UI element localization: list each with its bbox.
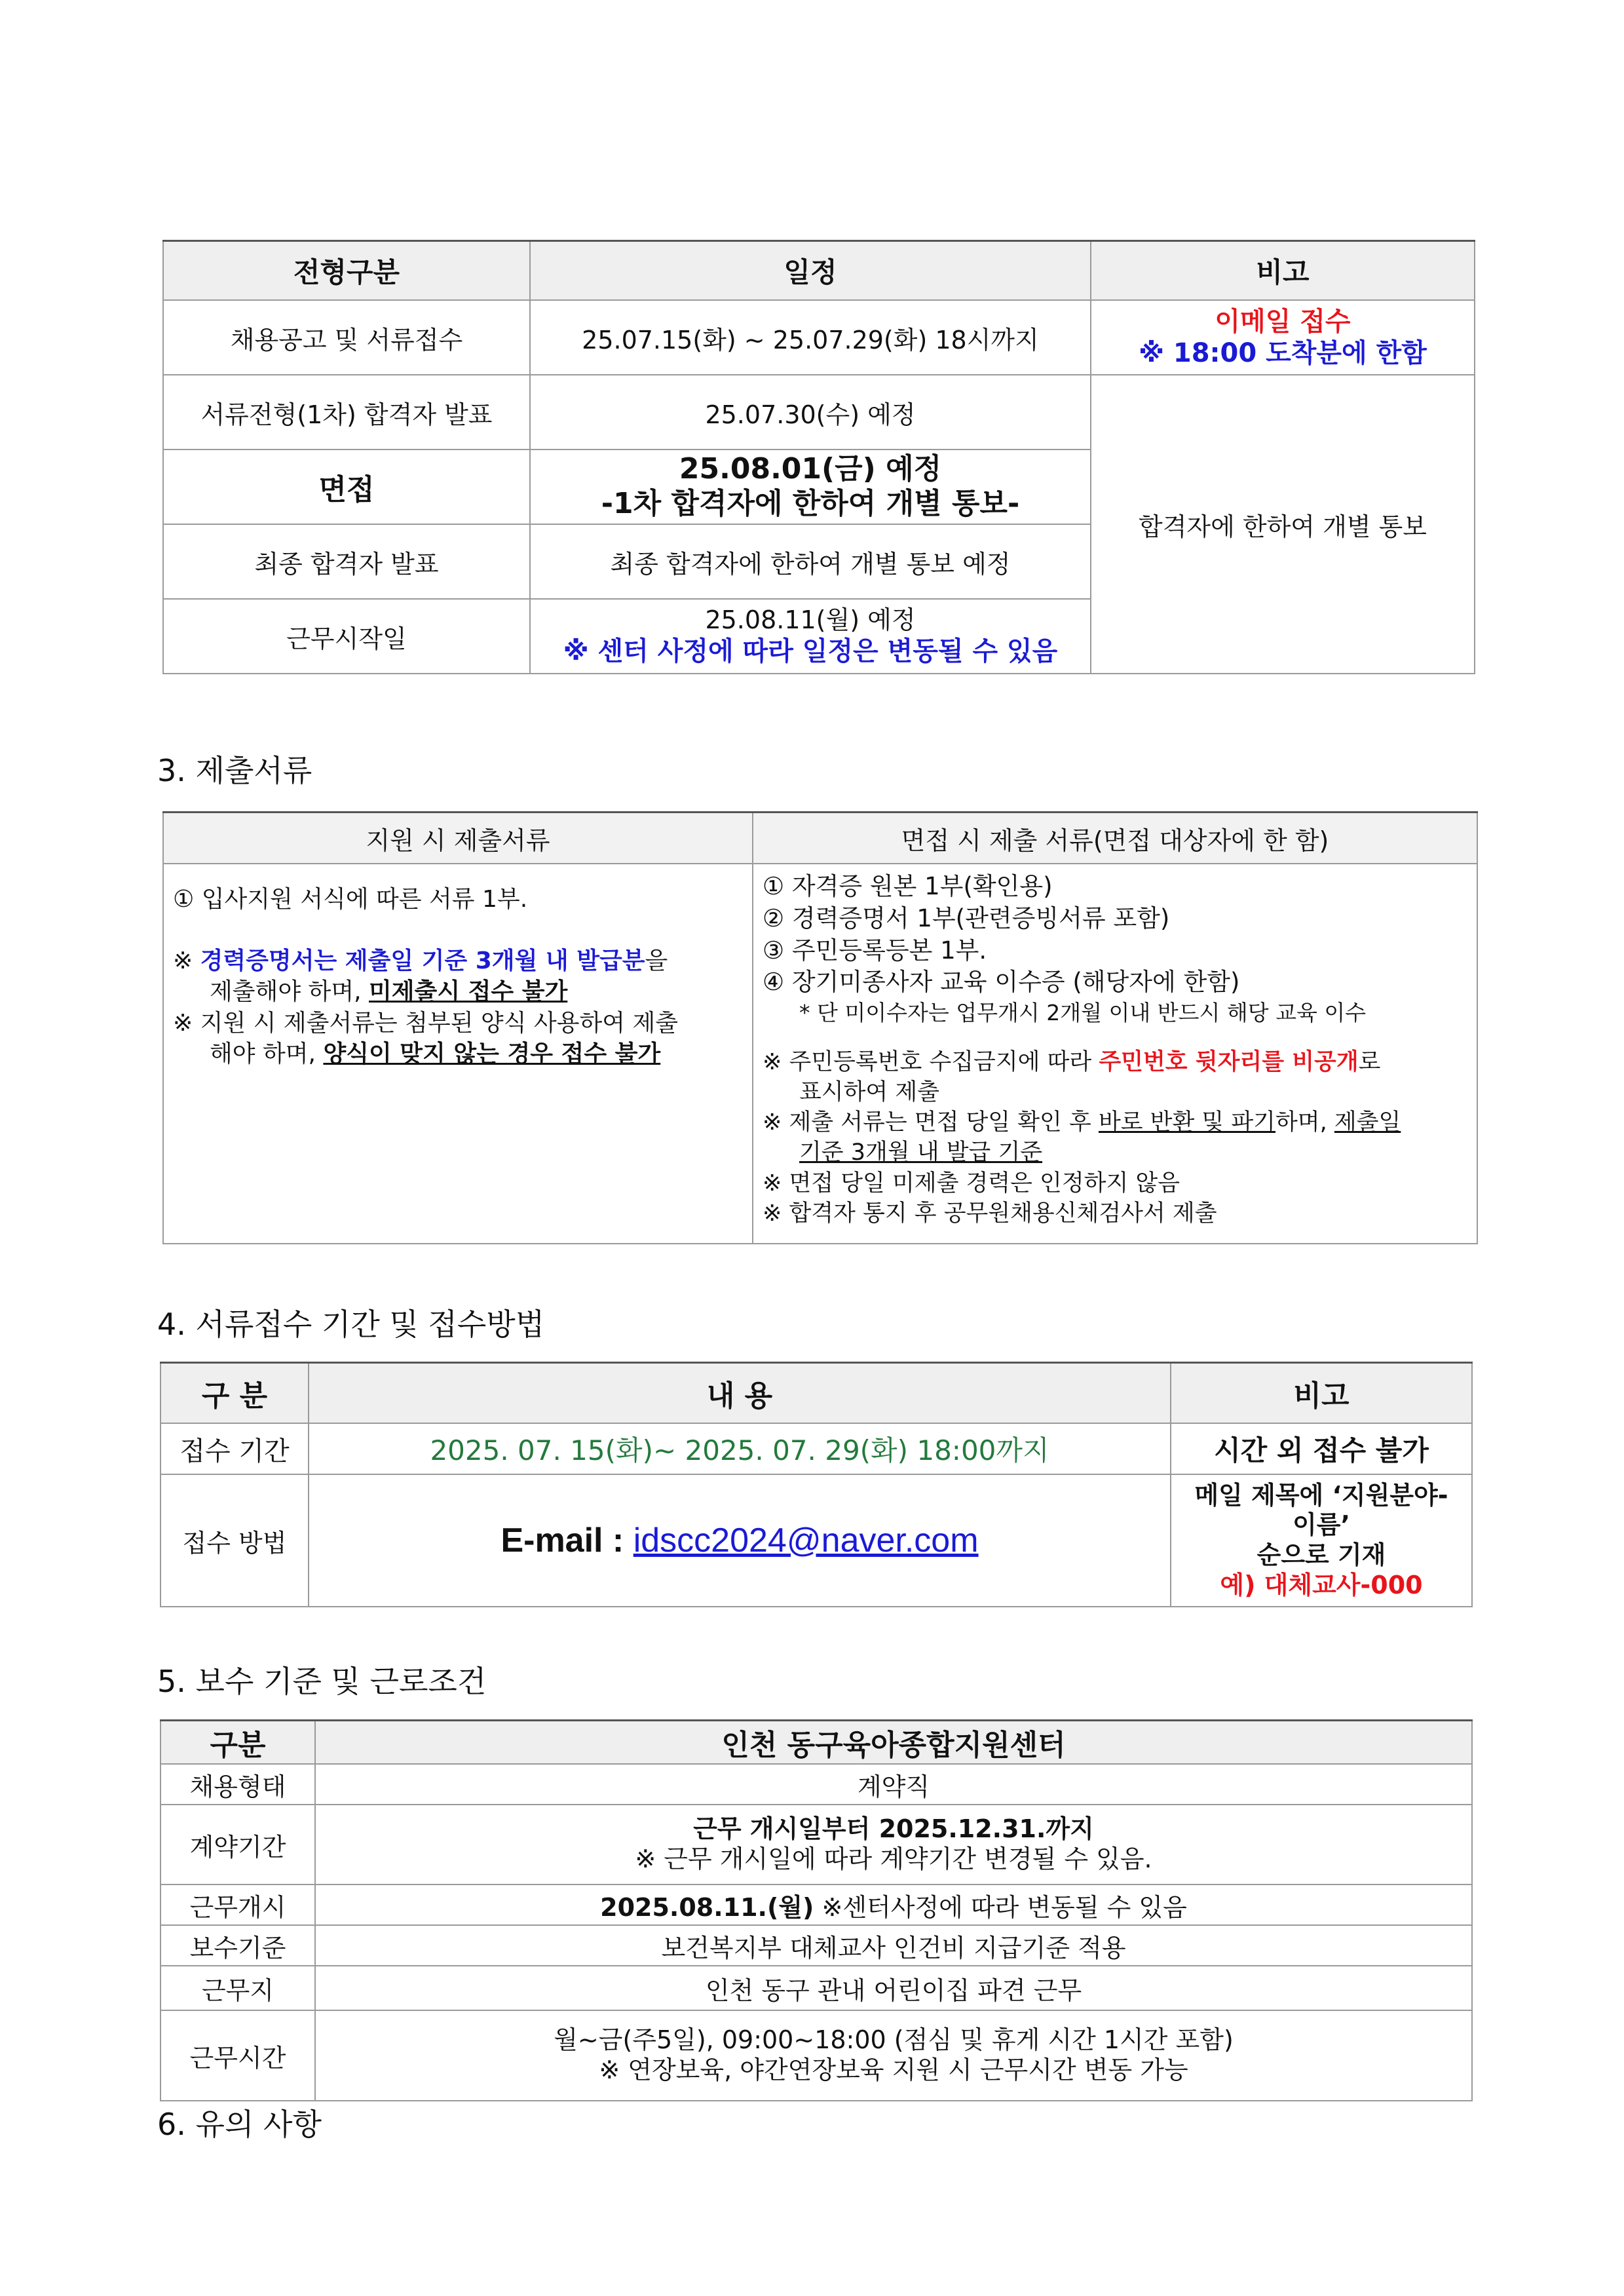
start-date-note: ※ 센터 사정에 따라 일정은 변동될 수 있음 [563, 636, 1058, 666]
start-label: 근무개시 [161, 1885, 315, 1925]
note-cell [1091, 300, 1475, 375]
email-receipt-note: 이메일 접수 [1215, 307, 1351, 337]
table-row [161, 1764, 1472, 1805]
section-4-title: 4. 서류접수 기간 및 접수방법 [157, 1307, 545, 1342]
table-row [163, 864, 1477, 1244]
schedule-cell: 25.07.30(수) 예정 [530, 375, 1091, 450]
working-conditions-table [160, 1719, 1473, 2101]
stage-cell: 서류전형(1차) 합격자 발표 [163, 375, 530, 450]
stage-cell: 면접 [163, 450, 530, 524]
schedule-header-note: 비고 [1091, 241, 1475, 301]
list-item: * 단 미이수자는 업무개시 2개월 이내 반드시 해당 교육 이수 [799, 1000, 1367, 1026]
hours-label: 근무시간 [161, 2010, 315, 2101]
table-row [163, 375, 1475, 450]
list-item: 제출해야 하며, 미제출시 접수 불가 [210, 978, 568, 1006]
schedule-table [162, 240, 1475, 674]
table-row [161, 1423, 1472, 1474]
list-item: ③ 주민등록등본 1부. [763, 936, 987, 965]
section-5-title: 5. 보수 기준 및 근로조건 [157, 1664, 487, 1699]
form-rejection-note: 양식이 맞지 않는 경우 접수 불가 [323, 1041, 661, 1068]
start-date: 25.08.11(월) 예정 [705, 605, 916, 635]
list-item: ※ 제출 서류는 면접 당일 확인 후 바로 반환 및 파기하며, 제출일 [763, 1109, 1401, 1136]
rejection-note: 미제출시 접수 불가 [369, 978, 568, 1006]
documents-header-interview: 면접 시 제출 서류(면접 대상자에 한 함) [753, 813, 1477, 864]
conditions-header-row [161, 1721, 1472, 1765]
merged-note-cell: 합격자에 한하여 개별 통보 [1091, 375, 1475, 674]
id-number-note: 주민번호 뒷자리를 비공개 [1099, 1048, 1359, 1075]
list-item: ② 경력증명서 1부(관련증빙서류 포함) [763, 904, 1170, 932]
period-label: 접수 기간 [161, 1423, 309, 1474]
documents-table [162, 811, 1478, 1244]
section-3-title: 3. 제출서류 [157, 753, 312, 788]
stage-cell: 근무시작일 [163, 599, 530, 674]
list-item: ※ 합격자 통지 후 공무원채용신체검사서 제출 [763, 1200, 1217, 1227]
method-value: E-mail : idscc2024@naver.com [309, 1474, 1171, 1607]
pay-label: 보수기준 [161, 1925, 315, 1966]
schedule-cell: 최종 합격자에 한하여 개별 통보 예정 [530, 524, 1091, 599]
table-row [161, 1885, 1472, 1925]
conditions-header-center: 인천 동구육아종합지원센터 [315, 1721, 1472, 1765]
employment-type-value: 계약직 [315, 1764, 1472, 1805]
table-row [161, 1966, 1472, 2010]
period-value: 2025. 07. 15(화)~ 2025. 07. 29(화) 18:00까지 [309, 1423, 1171, 1474]
documents-header-row [163, 813, 1477, 864]
list-item: ① 입사지원 서식에 따른 서류 1부. [173, 886, 528, 913]
stage-cell: 채용공고 및 서류접수 [163, 300, 530, 375]
submission-header-row [161, 1363, 1472, 1424]
schedule-cell: 25.07.15(화) ~ 25.07.29(화) 18시까지 [530, 300, 1091, 375]
list-item: ① 자격증 원본 1부(확인용) [763, 872, 1053, 900]
list-item: 표시하여 제출 [799, 1079, 939, 1106]
submission-table [160, 1362, 1473, 1607]
list-item: 해야 하며, 양식이 맞지 않는 경우 접수 불가 [210, 1041, 661, 1068]
documents-header-apply: 지원 시 제출서류 [163, 813, 753, 864]
list-item: ※ 주민등록번호 수집금지에 따라 주민번호 뒷자리를 비공개로 [763, 1048, 1381, 1075]
pay-value: 보건복지부 대체교사 인건비 지급기준 적용 [315, 1925, 1472, 1966]
method-note: 메일 제목에 ‘지원분야- 이름’ 순으로 기재 예) 대체교사-000 [1171, 1474, 1472, 1607]
employment-type-label: 채용형태 [161, 1764, 315, 1805]
schedule-cell [530, 450, 1091, 524]
list-item: ※ 경력증명서는 제출일 기준 3개월 내 발급분을 [173, 947, 668, 974]
list-item: ④ 장기미종사자 교육 이수증 (해당자에 한함) [763, 968, 1240, 997]
example-note: 예) 대체교사-000 [1220, 1570, 1423, 1599]
table-row [161, 2010, 1472, 2101]
email-link[interactable]: idscc2024@naver.com [633, 1521, 979, 1559]
interview-note: -1차 합격자에 한하여 개별 통보- [601, 487, 1020, 520]
schedule-header-date: 일정 [530, 241, 1091, 301]
table-row [161, 1925, 1472, 1966]
conditions-header-category: 구분 [161, 1721, 315, 1765]
stage-cell: 최종 합격자 발표 [163, 524, 530, 599]
deadline-note: ※ 18:00 도착분에 한함 [1139, 338, 1427, 368]
list-item: ※ 면접 당일 미제출 경력은 인정하지 않음 [763, 1170, 1180, 1196]
certificate-period-note: 경력증명서는 제출일 기준 3개월 내 발급분 [200, 947, 645, 974]
method-label: 접수 방법 [161, 1474, 309, 1607]
start-value: 2025.08.11.(월) ※센터사정에 따라 변동될 수 있음 [315, 1885, 1472, 1925]
contract-value: 근무 개시일부터 2025.12.31.까지 ※ 근무 개시일에 따라 계약기간 변경될 수 있음. [315, 1805, 1472, 1885]
period-note: 시간 외 접수 불가 [1171, 1423, 1472, 1474]
place-value: 인천 동구 관내 어린이집 파견 근무 [315, 1966, 1472, 2010]
table-row [161, 1474, 1472, 1607]
hours-value: 월~금(주5일), 09:00~18:00 (점심 및 휴게 시간 1시간 포함) ※ 연장보육, 야간연장보육 지원 시 근무시간 변동 가능 [315, 2010, 1472, 2101]
section-6-title: 6. 유의 사항 [157, 2107, 322, 2142]
interview-documents-cell [753, 864, 1477, 1244]
contract-label: 계약기간 [161, 1805, 315, 1885]
table-row [163, 300, 1475, 375]
list-item: ※ 지원 시 제출서류는 첨부된 양식 사용하여 제출 [173, 1009, 679, 1037]
schedule-header-stage: 전형구분 [163, 241, 530, 301]
place-label: 근무지 [161, 1966, 315, 2010]
submission-header-content: 내 용 [309, 1363, 1171, 1424]
table-row [161, 1805, 1472, 1885]
schedule-cell [530, 599, 1091, 674]
interview-date: 25.08.01(금) 예정 [679, 452, 942, 486]
submission-header-category: 구 분 [161, 1363, 309, 1424]
apply-documents-cell [163, 864, 753, 1244]
list-item: 기준 3개월 내 발급 기준 [799, 1139, 1043, 1166]
submission-header-note: 비고 [1171, 1363, 1472, 1424]
schedule-header-row [163, 241, 1475, 301]
